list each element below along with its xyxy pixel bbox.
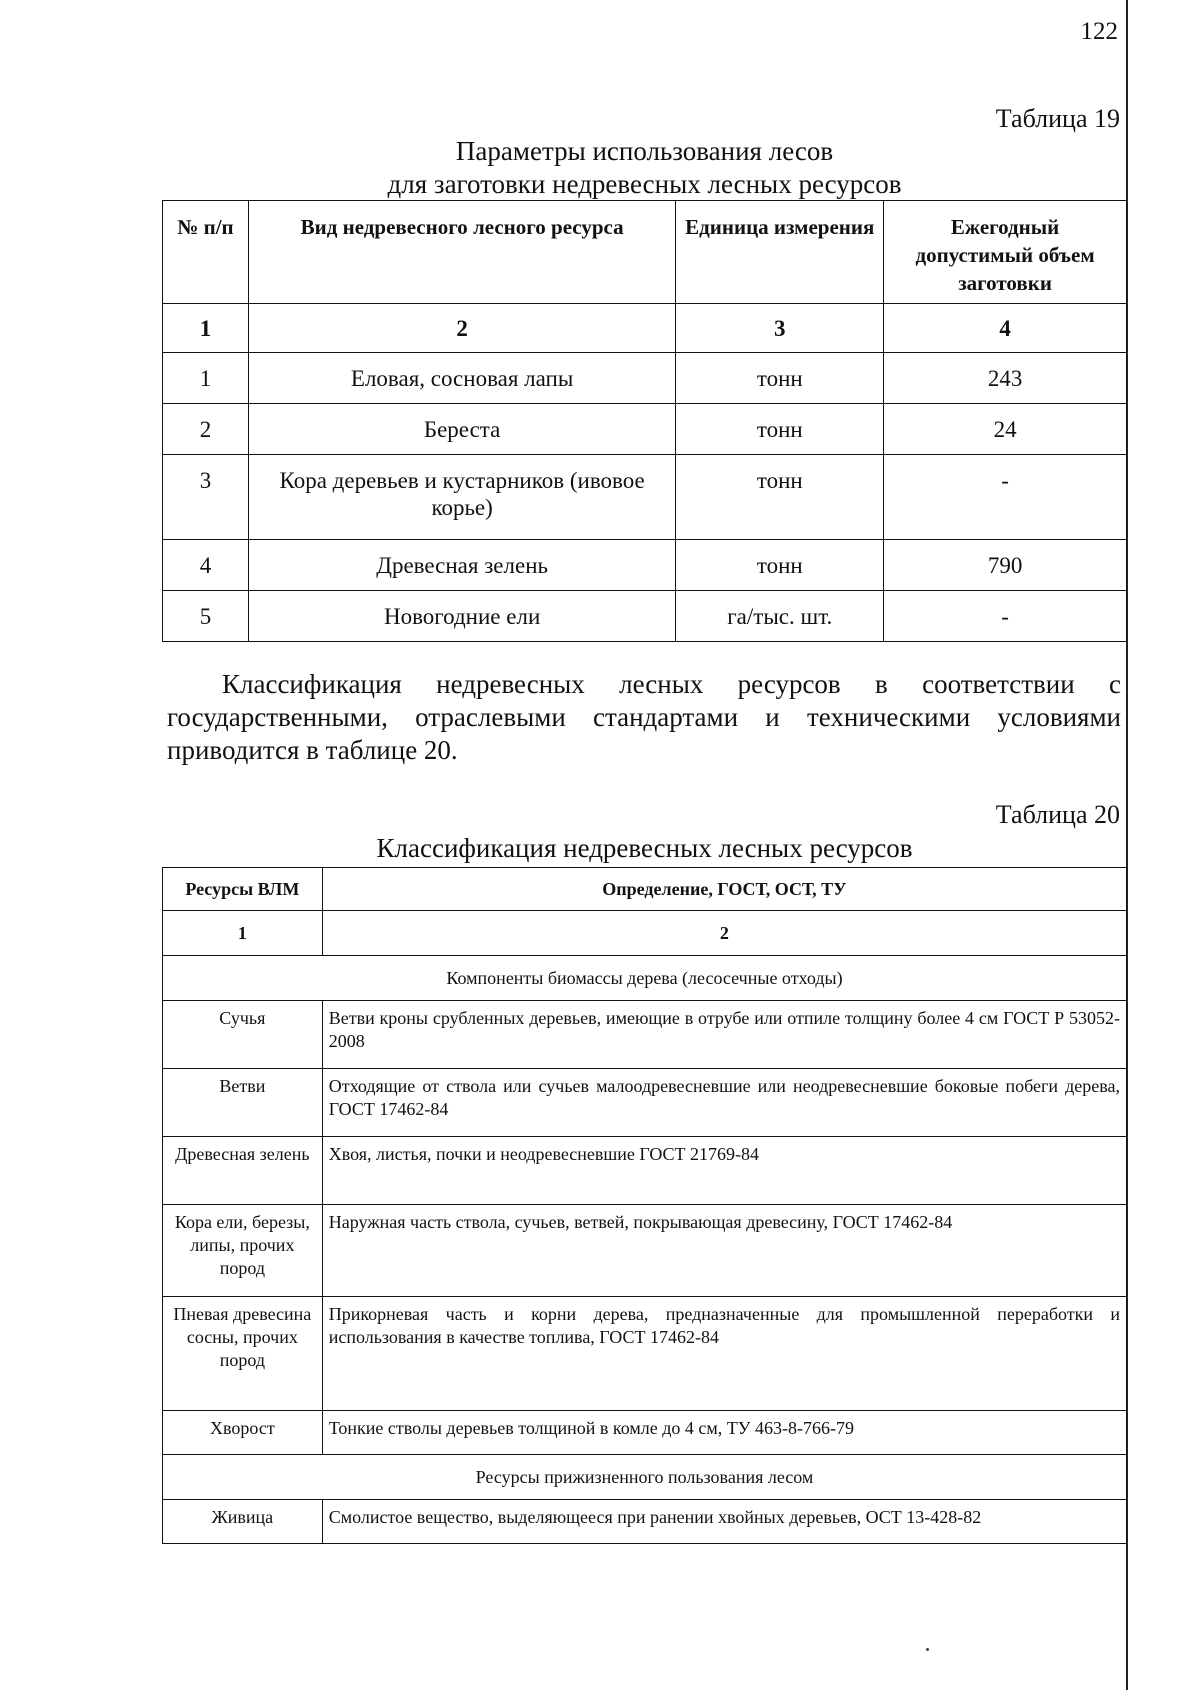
table19-label: Таблица 19 [995,104,1120,133]
table-cell: тонн [676,540,884,591]
table-cell: Хвоя, листья, почки и неодревесневшие ГОСТ 21769-84 [322,1137,1126,1205]
table-cell: Новогодние ели [248,591,675,642]
table-cell: тонн [676,404,884,455]
table20-section-row [163,956,1127,1001]
table-cell: Смолистое вещество, выделяющееся при ранении хвойных деревьев, ОСТ 13-428-82 [322,1500,1126,1544]
table-cell: Тонкие стволы деревьев толщиной в комле до 4 см, ТУ 463-8-766-79 [322,1411,1126,1455]
table-cell: Древесная зелень [163,1137,323,1205]
body-paragraph: Классификация недревесных лесных ресурсов в соответствии с государственными, отраслевыми стандартами и техническими условиями приводится в таблице 20. [167,669,1121,765]
table-cell: 2 [322,911,1126,956]
table-cell: тонн [676,353,884,404]
table20-header-cell: Определение, ГОСТ, ОСТ, ТУ [322,868,1126,911]
table20 [162,867,1127,1544]
table19-header-cell: Ежегодный допустимый объем заготовки [884,201,1127,304]
table20-title: Классификация недревесных лесных ресурсов [376,833,913,863]
table19-header-row [163,201,1127,304]
table-cell: Пневая древесина сосны, прочих пород [163,1297,323,1411]
table20-column-number-row [163,911,1127,956]
table20-section-heading: Компоненты биомассы дерева (лесосечные отходы) [163,956,1127,1001]
table20-header-cell: Ресурсы ВЛМ [163,868,323,911]
table19-title-line2: для заготовки недревесных лесных ресурсов [387,169,902,199]
table-row [163,1069,1127,1137]
table20-header-row [163,868,1127,911]
table-cell: - [884,591,1127,642]
table-cell: 24 [884,404,1127,455]
table-cell: Ветви кроны срубленных деревьев, имеющие в отрубе или отпиле толщину более 4 см ГОСТ Р 53052-2008 [322,1001,1126,1069]
table19-header-cell: № п/п [163,201,249,304]
table-cell: 1 [163,304,249,353]
table-cell: - [884,455,1127,540]
table20-label: Таблица 20 [995,800,1120,829]
table-cell: Кора ели, березы, липы, прочих пород [163,1205,323,1297]
table-cell: 2 [163,404,249,455]
table-cell: Древесная зелень [248,540,675,591]
table-cell: Наружная часть ствола, сучьев, ветвей, покрывающая древесину, ГОСТ 17462-84 [322,1205,1126,1297]
table-cell: 1 [163,353,249,404]
table-cell: Береста [248,404,675,455]
table-row [163,1411,1127,1455]
table-cell: Прикорневая часть и корни дерева, предназначенные для промышленной переработки и использования в качестве топлива, ГОСТ 17462-84 [322,1297,1126,1411]
table-row [163,540,1127,591]
table-cell: 3 [163,455,249,540]
table-cell: Отходящие от ствола или сучьев малоодревесневшие или неодревесневшие боковые побеги дерева, ГОСТ 17462-84 [322,1069,1126,1137]
table19-title [162,135,1127,201]
table-cell: 4 [163,540,249,591]
table-cell: Сучья [163,1001,323,1069]
table20-section-heading: Ресурсы прижизненного пользования лесом [163,1455,1127,1500]
table-row [163,455,1127,540]
table-cell: Кора деревьев и кустарников (ивовое корье) [248,455,675,540]
table20-section-row [163,1455,1127,1500]
table-cell: Ветви [163,1069,323,1137]
table-row [163,1500,1127,1544]
table-row [163,1137,1127,1205]
table-cell: га/тыс. шт. [676,591,884,642]
table-row [163,1001,1127,1069]
table-cell: 3 [676,304,884,353]
table-cell: 790 [884,540,1127,591]
table19 [162,200,1127,642]
table-cell: 2 [248,304,675,353]
table-row [163,1297,1127,1411]
table-cell: тонн [676,455,884,540]
table-row [163,353,1127,404]
table19-title-line1: Параметры использования лесов [455,136,834,166]
table-cell: 4 [884,304,1127,353]
table-cell: 1 [163,911,323,956]
table-row [163,404,1127,455]
scan-speck [926,1648,929,1651]
page-number: 122 [1080,18,1118,45]
table19-header-cell: Вид недревесного лесного ресурса [248,201,675,304]
table-row [163,591,1127,642]
table19-header-cell: Единица измерения [676,201,884,304]
table-cell: 5 [163,591,249,642]
table-cell: Живица [163,1500,323,1544]
table-cell: 243 [884,353,1127,404]
table-cell: Еловая, сосновая лапы [248,353,675,404]
table19-column-number-row [163,304,1127,353]
table-cell: Хворост [163,1411,323,1455]
table-row [163,1205,1127,1297]
